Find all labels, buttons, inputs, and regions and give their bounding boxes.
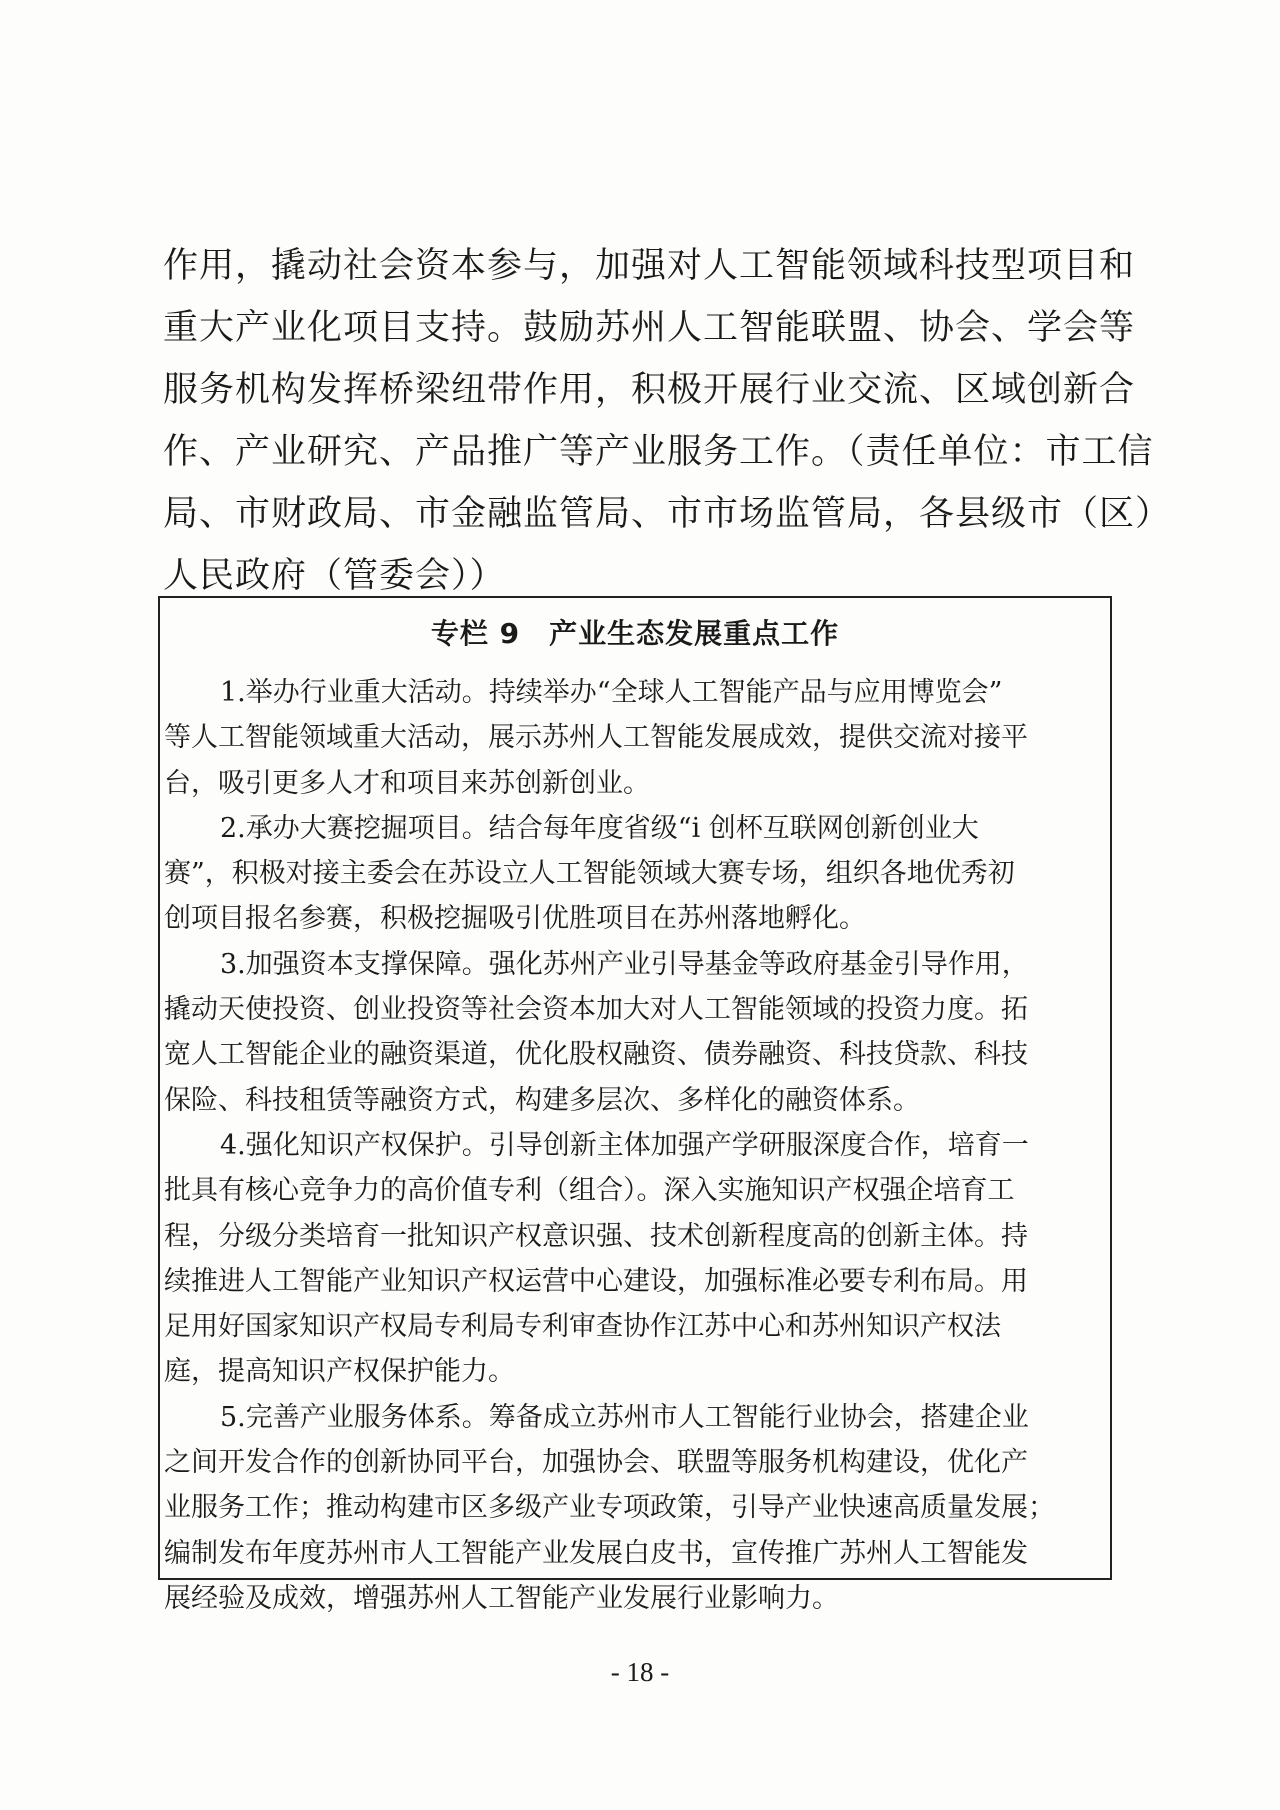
column-box <box>158 596 1112 1614</box>
column-item-line: 足用好国家知识产权局专利局专利审查协作江苏中心和苏州知识产权法 <box>164 1311 1001 1343</box>
column-item-line: 宽人工智能企业的融资渠道，优化股权融资、债券融资、科技贷款、科技 <box>164 1039 1028 1071</box>
body-paragraph <box>163 235 1172 607</box>
body-line: 人民政府（管委会）） <box>163 556 506 596</box>
body-line: 重大产业化项目支持。鼓励苏州人工智能联盟、协会、学会等 <box>163 308 1136 348</box>
column-box-title: 专栏 9 产业生态发展重点工作 <box>430 617 840 650</box>
column-item-line: 创项目报名参赛，积极挖掘吸引优胜项目在苏州落地孵化。 <box>164 903 866 935</box>
column-item-line: 之间开发合作的创新协同平台，加强协会、联盟等服务机构建设，优化产 <box>164 1447 1028 1479</box>
body-line: 局、市财政局、市金融监管局、市市场监管局，各县级市（区） <box>163 494 1172 534</box>
column-item-line: 保险、科技租赁等融资方式，构建多层次、多样化的融资体系。 <box>164 1084 920 1116</box>
body-line: 服务机构发挥桥梁纽带作用，积极开展行业交流、区域创新合 <box>163 370 1136 410</box>
column-item-heading-line: 1.举办行业重大活动。持续举办“全球人工智能产品与应用博览会” <box>220 677 1003 708</box>
column-item-line: 撬动天使投资、创业投资等社会资本加大对人工智能领域的投资力度。拓 <box>164 994 1028 1026</box>
column-item-line: 批具有核心竞争力的高价值专利（组合）。深入实施知识产权强企培育工 <box>164 1175 1015 1207</box>
column-item-heading-line: 3.加强资本支撑保障。强化苏州产业引导基金等政府基金引导作用， <box>220 948 1029 980</box>
column-item-heading-line: 5.完善产业服务体系。筹备成立苏州市人工智能行业协会，搭建企业 <box>220 1401 1029 1433</box>
column-item-line: 展经验及成效，增强苏州人工智能产业发展行业影响力。 <box>164 1582 839 1614</box>
column-item-line: 业服务工作；推动构建市区多级产业专项政策，引导产业快速高质量发展； <box>164 1492 1055 1524</box>
column-item-line: 台，吸引更多人才和项目来苏创新创业。 <box>164 767 650 799</box>
body-line: 作用，撬动社会资本参与，加强对人工智能领域科技型项目和 <box>163 246 1136 286</box>
page-number: - 18 - <box>610 1657 670 1687</box>
column-item-line: 庭，提高知识产权保护能力。 <box>164 1356 515 1388</box>
column-item-line: 编制发布年度苏州市人工智能产业发展白皮书，宣传推广苏州人工智能发 <box>164 1537 1028 1569</box>
column-item-heading-line: 4.强化知识产权保护。引导创新主体加强产学研服深度合作，培育一 <box>220 1129 1029 1161</box>
column-item-line: 等人工智能领域重大活动，展示苏州人工智能发展成效，提供交流对接平 <box>164 722 1028 754</box>
column-item-line: 程，分级分类培育一批知识产权意识强、技术创新程度高的创新主体。持 <box>164 1220 1028 1252</box>
body-line: 作、产业研究、产品推广等产业服务工作。（责任单位：市工信 <box>163 432 1154 472</box>
column-item-heading-line: 2.承办大赛挖掘项目。结合每年度省级“i 创杯互联网创新创业大 <box>220 812 979 844</box>
column-item-line: 续推进人工智能产业知识产权运营中心建设，加强标准必要专利布局。用 <box>164 1265 1028 1297</box>
column-item-line: 赛”，积极对接主委会在苏设立人工智能领域大赛专场，组织各地优秀初 <box>164 858 1015 890</box>
column-box-body <box>164 670 1108 1621</box>
